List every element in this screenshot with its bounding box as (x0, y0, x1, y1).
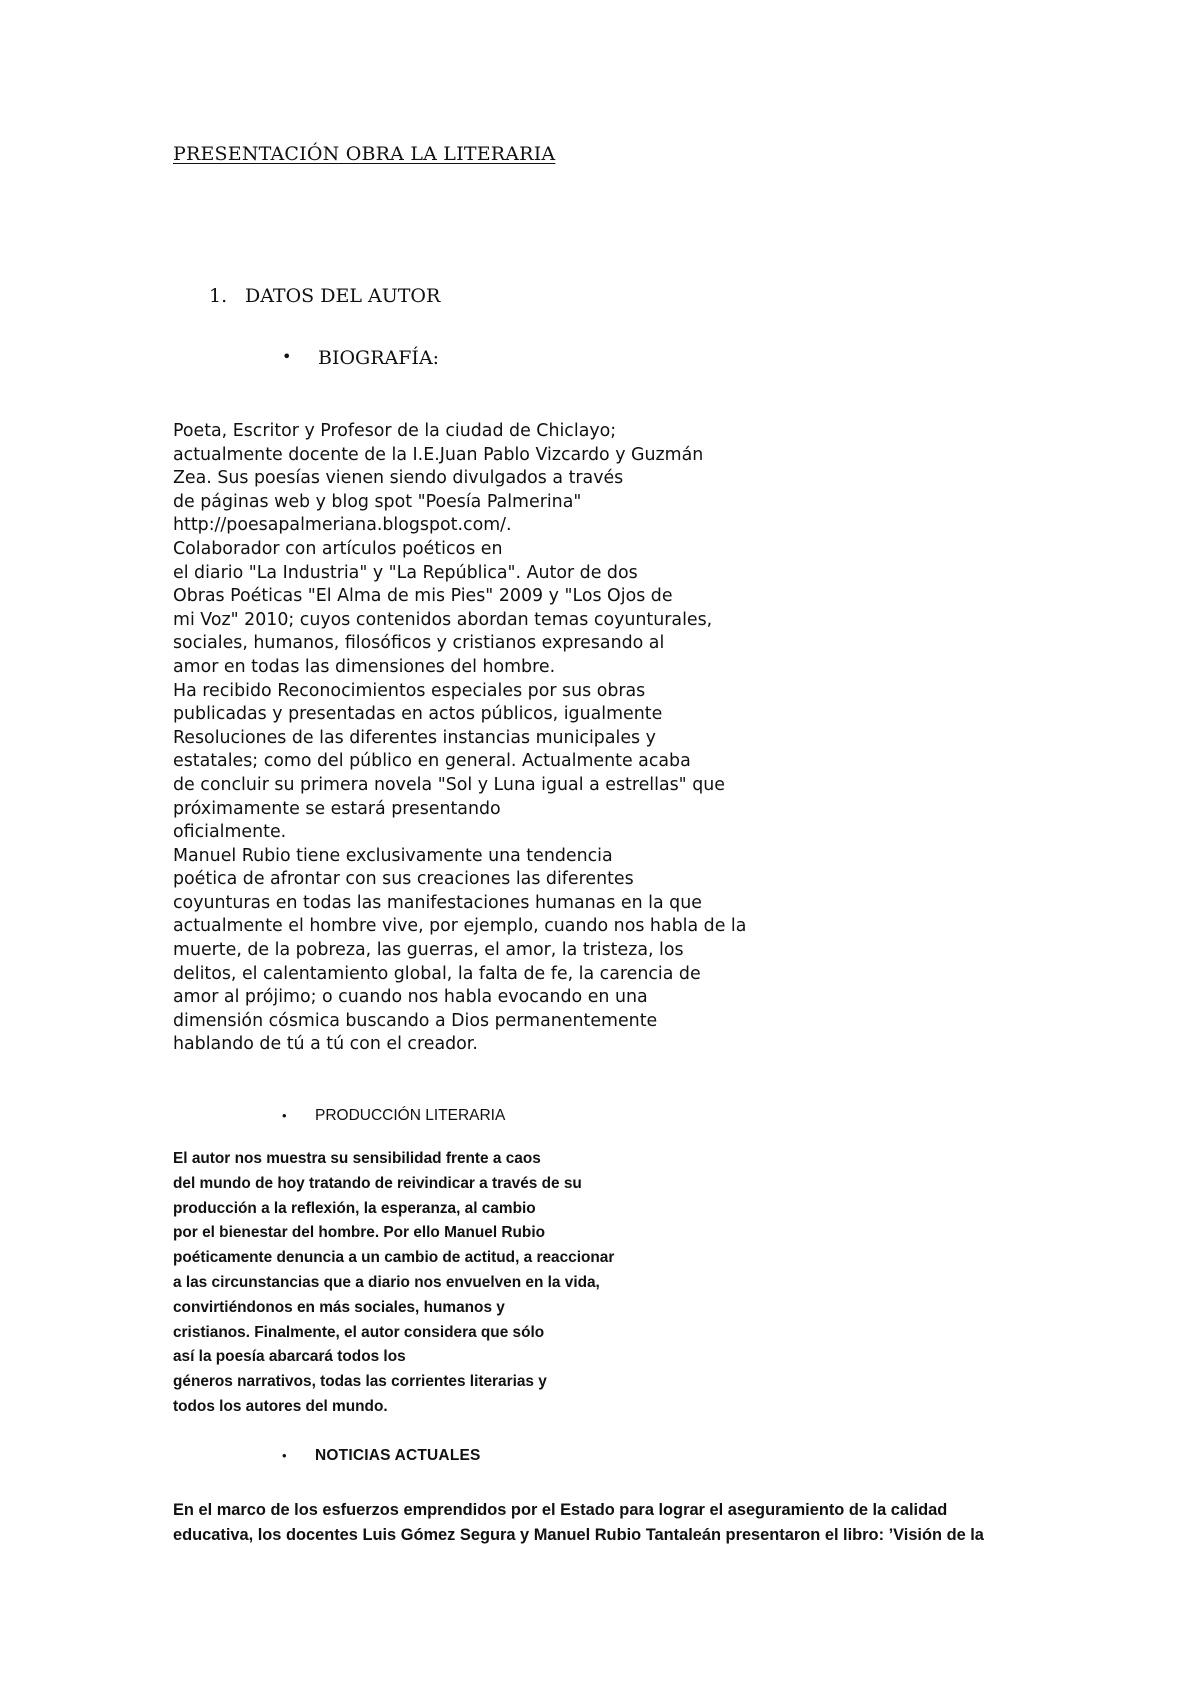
text-line: publicadas y presentadas en actos públicos, igualmente (173, 704, 663, 725)
text-line: muerte, de la pobreza, las guerras, el amor, la tristeza, los (173, 940, 684, 961)
text-line: actualmente docente de la I.E.Juan Pablo Vizcardo y Guzmán (173, 444, 704, 465)
production-paragraph (173, 1147, 614, 1420)
text-line: amor al prójimo; o cuando nos habla evocando en una (173, 987, 648, 1008)
text-line: oficialmente. (173, 822, 287, 843)
text-line: todos los autores del mundo. (173, 1397, 388, 1415)
text-line: géneros narrativos, todas las corrientes literarias y (173, 1373, 547, 1391)
bullet-icon: • (282, 1448, 287, 1463)
text-line: hablando de tú a tú con el creador. (173, 1034, 478, 1055)
text-line: poética de afrontar con sus creaciones las diferentes (173, 869, 634, 890)
text-line: de concluir su primera novela "Sol y Luna igual a estrellas" que (173, 774, 725, 795)
section-heading-datos-del-autor (209, 285, 440, 307)
section-number: 1. (209, 285, 228, 307)
text-line: coyunturas en todas las manifestaciones humanas en la que (173, 892, 702, 913)
text-line: sociales, humanos, filosóficos y cristianos expresando al (173, 633, 665, 654)
news-paragraph (173, 1498, 984, 1547)
text-line: Poeta, Escritor y Profesor de la ciudad de Chiclayo; (173, 421, 617, 441)
text-line: por el bienestar del hombre. Por ello Manuel Rubio (173, 1224, 545, 1242)
text-line: el diario "La Industria" y "La República". Autor de dos (173, 562, 638, 583)
section-heading-label: DATOS DEL AUTOR (245, 285, 441, 307)
text-line: Obras Poéticas "El Alma de mis Pies" 2009 y "Los Ojos de (173, 586, 673, 607)
text-line: actualmente el hombre vive, por ejemplo, cuando nos habla de la (173, 916, 747, 937)
subheading-label: NOTICIAS ACTUALES (315, 1447, 481, 1464)
text-line: Zea. Sus poesías vienen siendo divulgados a través (173, 468, 624, 489)
text-line: En el marco de los esfuerzos emprendidos por el Estado para lograr el aseguramiento de la calidad (173, 1501, 948, 1519)
bullet-icon: • (282, 347, 292, 366)
text-line: http://poesapalmeriana.blogspot.com/. (173, 515, 512, 536)
text-line: del mundo de hoy tratando de reivindicar a través de su (173, 1174, 582, 1192)
text-line: producción a la reflexión, la esperanza, al cambio (173, 1199, 536, 1217)
biography-paragraph (173, 420, 746, 1057)
text-line: Colaborador con artículos poéticos en (173, 538, 503, 559)
text-line: así la poesía abarcará todos los (173, 1348, 406, 1366)
text-line: cristianos. Finalmente, el autor considera que sólo (173, 1323, 545, 1341)
text-line: Resoluciones de las diferentes instancias municipales y (173, 727, 656, 748)
text-line: Ha recibido Reconocimientos especiales por sus obras (173, 680, 646, 701)
text-line: poéticamente denuncia a un cambio de actitud, a reaccionar (173, 1249, 615, 1267)
text-line: Manuel Rubio tiene exclusivamente una tendencia (173, 845, 613, 866)
text-line: mi Voz" 2010; cuyos contenidos abordan temas coyunturales, (173, 609, 713, 630)
text-line: El autor nos muestra su sensibilidad frente a caos (173, 1150, 541, 1167)
document-title: PRESENTACIÓN OBRA LA LITERARIA (173, 143, 556, 165)
text-line: estatales; como del público en general. Actualmente acaba (173, 751, 691, 772)
text-line: de páginas web y blog spot "Poesía Palmerina" (173, 491, 582, 512)
text-line: próximamente se estará presentando (173, 798, 501, 819)
text-line: delitos, el calentamiento global, la falta de fe, la carencia de (173, 963, 701, 984)
subheading-label: BIOGRAFÍA: (318, 347, 440, 369)
subheading-label: PRODUCCIÓN LITERARIA (315, 1107, 506, 1124)
text-line: dimensión cósmica buscando a Dios permanentemente (173, 1010, 658, 1031)
text-line: amor en todas las dimensiones del hombre. (173, 656, 556, 677)
text-line: a las circunstancias que a diario nos envuelven en la vida, (173, 1273, 600, 1291)
text-line: convirtiéndonos en más sociales, humanos y (173, 1298, 505, 1316)
text-line: educativa, los docentes Luis Gómez Segura y Manuel Rubio Tantaleán presentaron el libro: ’Visión de la (173, 1525, 984, 1544)
bullet-icon: • (282, 1108, 287, 1123)
